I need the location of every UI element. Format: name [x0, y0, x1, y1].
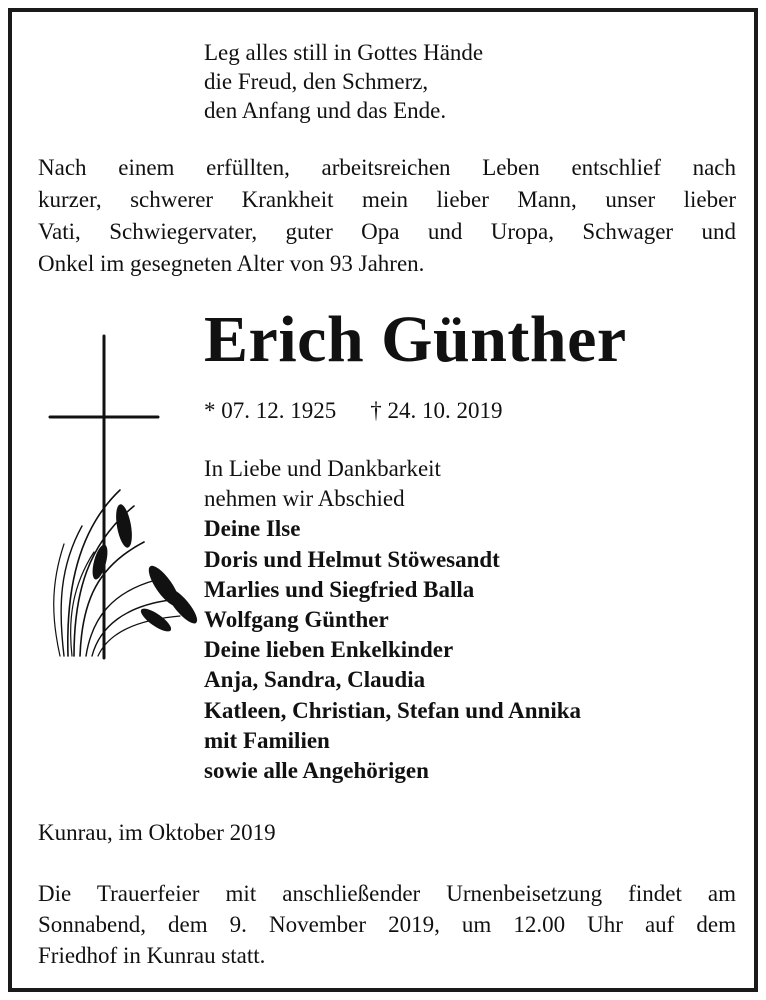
memorial-poem: [204, 38, 483, 125]
poem-line: den Anfang und das Ende.: [204, 98, 447, 123]
birth-date: * 07. 12. 1925: [204, 398, 337, 423]
cross-with-grain-icon: [38, 330, 198, 660]
intro-line: Vati, Schwiegervater, guter Opa und Uropa, Schwager und: [38, 219, 736, 244]
family-member: Anja, Sandra, Claudia: [204, 667, 426, 693]
deceased-name: Erich Günther: [204, 303, 627, 376]
poem-line: die Freud, den Schmerz,: [204, 69, 429, 94]
service-line: Friedhof in Kunrau statt.: [38, 943, 266, 968]
family-member: Marlies und Siegfried Balla: [204, 576, 475, 602]
family-member: Deine lieben Enkelkinder: [204, 637, 454, 663]
farewell-line: In Liebe und Dankbarkeit: [204, 456, 441, 481]
obituary-notice: [8, 8, 758, 992]
family-signatures: [204, 454, 581, 786]
family-member: Katleen, Christian, Stefan und Annika: [204, 697, 582, 723]
funeral-service-info: [38, 878, 736, 971]
life-dates: [204, 396, 503, 426]
service-line: Die Trauerfeier mit anschließender Urnenbeisetzung findet am: [38, 881, 736, 906]
poem-line: Leg alles still in Gottes Hände: [204, 40, 484, 65]
death-date: † 24. 10. 2019: [370, 398, 503, 423]
intro-line: Onkel im gesegneten Alter von 93 Jahren.: [38, 251, 425, 276]
family-member: sowie alle Angehörigen: [204, 758, 429, 784]
place-and-date: Kunrau, im Oktober 2019: [38, 820, 276, 845]
farewell-line: nehmen wir Abschied: [204, 486, 405, 512]
intro-line: kurzer, schwerer Krankheit mein lieber Mann, unser lieber: [38, 187, 736, 212]
intro-paragraph: [38, 152, 736, 280]
family-member: Deine Ilse: [204, 516, 301, 542]
family-member: Doris und Helmut Stöwesandt: [204, 546, 500, 572]
family-member: mit Familien: [204, 727, 330, 753]
family-member: Wolfgang Günther: [204, 607, 389, 633]
service-line: Sonnabend, dem 9. November 2019, um 12.00 Uhr auf dem: [38, 912, 736, 937]
intro-line: Nach einem erfüllten, arbeitsreichen Leben entschlief nach: [38, 155, 736, 180]
